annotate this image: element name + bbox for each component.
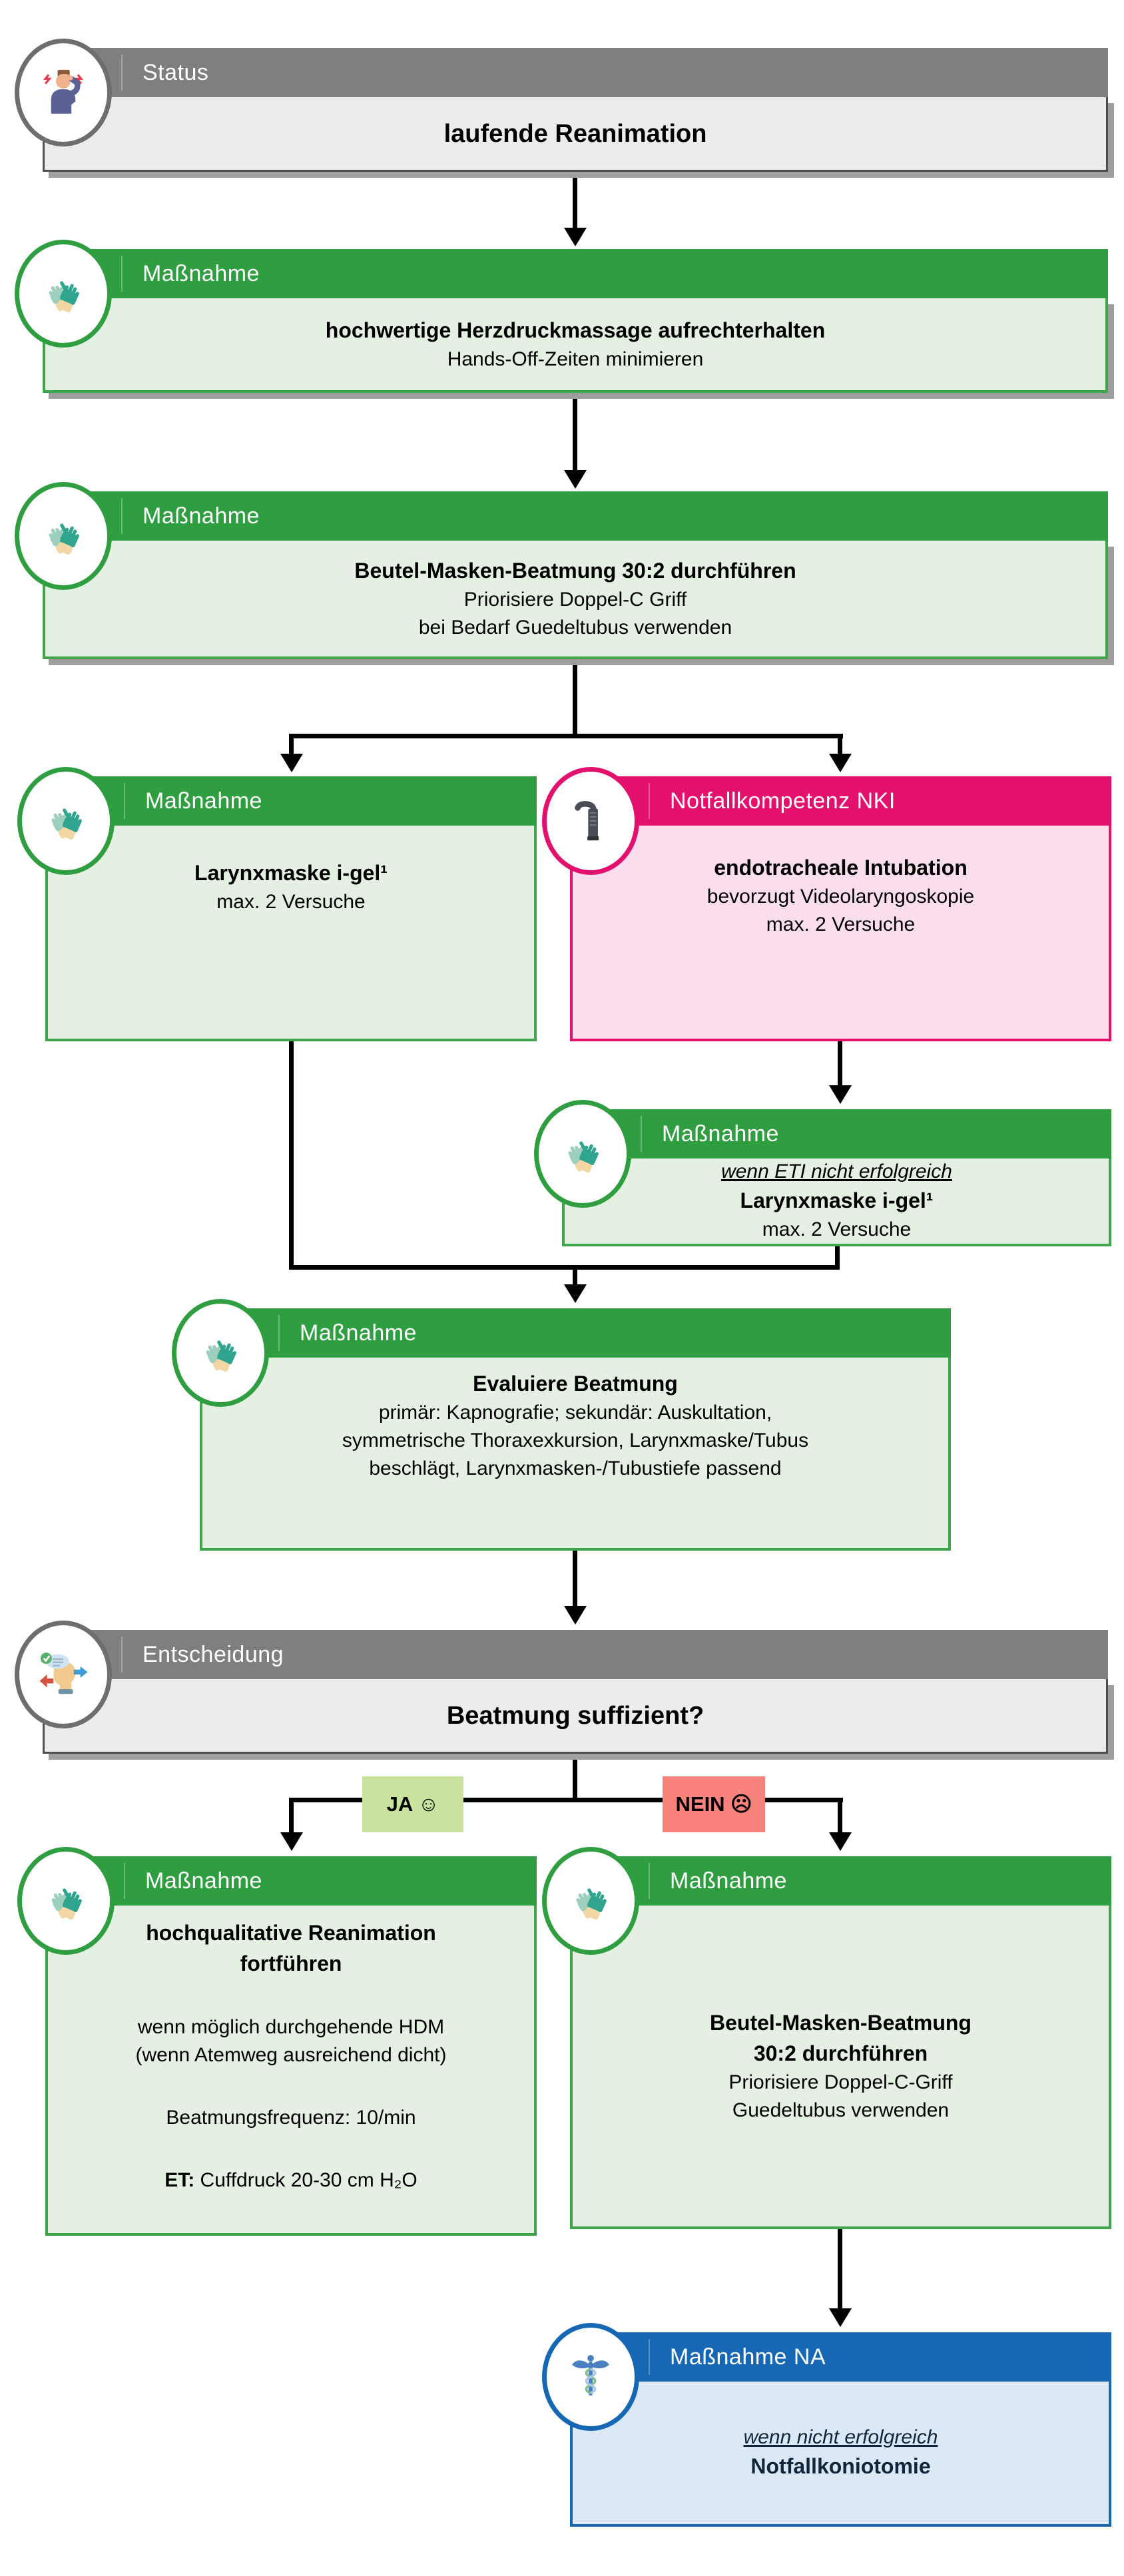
arrowhead — [564, 228, 587, 246]
node-body — [45, 826, 537, 1041]
node-header — [562, 1109, 1111, 1159]
arrowhead — [829, 754, 852, 772]
action-node-evaluate-ventilation — [200, 1308, 951, 1551]
node-header-label: Maßnahme — [662, 1121, 779, 1147]
text-line: beschlägt, Larynxmasken-/Tubustiefe passend — [369, 1457, 782, 1479]
text-line: Priorisiere Doppel-C Griff — [463, 589, 687, 611]
laryngoscope-icon — [542, 767, 639, 875]
arrowhead — [280, 754, 303, 772]
text-line: wenn ETI nicht erfolgreich — [721, 1160, 952, 1182]
text-line: Larynxmaske i-gel¹ — [194, 861, 388, 885]
branch-right-line — [838, 734, 842, 754]
text-line: 30:2 durchführen — [753, 2041, 928, 2065]
branch-left-line — [289, 734, 294, 754]
text-line: Hands-Off-Zeiten minimieren — [447, 348, 704, 370]
text-line: max. 2 Versuche — [762, 1218, 912, 1240]
node-header — [43, 48, 1108, 97]
action-node-bag-mask-repeat — [570, 1856, 1111, 2229]
arrow-eval-to-decision — [573, 1551, 577, 1606]
nki-node-intubation — [570, 776, 1111, 1041]
node-header-label: Maßnahme — [670, 1868, 787, 1894]
na-node-cricothyrotomy — [570, 2332, 1111, 2527]
node-header-label: Maßnahme — [142, 260, 260, 286]
node-body — [570, 2382, 1111, 2527]
text-line: Guedeltubus verwenden — [732, 2099, 950, 2121]
branch-bar — [289, 734, 843, 738]
action-node-laryngeal-mask — [45, 776, 537, 1041]
node-header — [45, 1856, 537, 1906]
text-line: wenn nicht erfolgreich — [743, 2426, 938, 2448]
node-header — [45, 776, 537, 826]
medical-gloves-icon — [17, 1847, 115, 1955]
node-header — [570, 2332, 1111, 2382]
text-line: fortführen — [240, 1951, 342, 1975]
action-node-bag-mask — [43, 491, 1108, 659]
status-node — [43, 48, 1108, 172]
node-body — [43, 97, 1108, 172]
node-body — [562, 1159, 1111, 1246]
medical-gloves-icon — [17, 767, 115, 875]
merge-bar — [289, 1265, 840, 1270]
node-body — [43, 298, 1108, 393]
text-line: wenn möglich durchgehende HDM — [137, 2016, 445, 2038]
text-line: Beutel-Masken-Beatmung — [710, 2011, 972, 2035]
decision-arrows-icon — [15, 1621, 112, 1728]
node-header-label: Entscheidung — [142, 1641, 284, 1667]
node-header — [570, 776, 1111, 826]
text-line: bei Bedarf Guedeltubus verwenden — [418, 617, 732, 639]
medical-gloves-icon — [534, 1100, 631, 1208]
medical-gloves-icon — [172, 1299, 269, 1407]
text-line: max. 2 Versuche — [216, 891, 366, 913]
node-header-label: Notfallkompetenz NKI — [670, 788, 896, 814]
medical-gloves-icon — [542, 1847, 639, 1955]
arrowhead — [564, 1284, 587, 1303]
text-line: hochqualitative Reanimation — [146, 1921, 436, 1945]
node-header — [43, 491, 1108, 541]
yes-badge: JA ☺ — [362, 1776, 463, 1832]
arrow-nki-to-eti — [838, 1041, 842, 1085]
arrowhead — [564, 1606, 587, 1625]
branch-stem — [573, 659, 577, 734]
node-header — [43, 1630, 1108, 1679]
no-badge: NEIN ☹ — [663, 1776, 765, 1832]
medical-gloves-icon — [15, 482, 112, 590]
decision-stem — [573, 1754, 577, 1802]
text-line: Evaluiere Beatmung — [473, 1372, 678, 1396]
text-line: bevorzugt Videolaryngoskopie — [706, 886, 975, 907]
node-body — [45, 1906, 537, 2236]
node-body — [200, 1358, 951, 1551]
node-header-label: Maßnahme — [142, 503, 260, 529]
decision-right-line — [838, 1798, 842, 1832]
decision-question: Beatmung suffizient? — [446, 1701, 704, 1730]
node-header — [570, 1856, 1111, 1906]
node-header — [43, 249, 1108, 298]
text-line: Notfallkoniotomie — [750, 2454, 931, 2478]
merge-stem — [573, 1268, 577, 1284]
node-header-label: Maßnahme — [300, 1320, 417, 1346]
action-node-compressions — [43, 249, 1108, 393]
text-line: ET: Cuffdruck 20-30 cm H₂O — [164, 2169, 418, 2191]
text-line: Beatmungsfrequenz: 10/min — [166, 2107, 416, 2129]
text-line: Larynxmaske i-gel¹ — [740, 1188, 934, 1212]
merge-left-line — [289, 1041, 294, 1270]
arrowhead — [829, 2308, 852, 2327]
text-line: (wenn Atemweg ausreichend dicht) — [135, 2044, 447, 2066]
text-line: endotracheale Intubation — [714, 856, 968, 880]
node-header-label: Maßnahme NA — [670, 2344, 826, 2370]
text-line: symmetrische Thoraxexkursion, Larynxmaske/Tubus — [342, 1429, 809, 1451]
decision-node — [43, 1630, 1108, 1754]
arrow-status-to-m1 — [573, 172, 577, 228]
node-body — [43, 1679, 1108, 1754]
text-line: primär: Kapnografie; sekundär: Auskultation, — [378, 1402, 772, 1423]
action-node-continue-cpr — [45, 1856, 537, 2236]
arrowhead — [829, 1832, 852, 1851]
text-line: max. 2 Versuche — [766, 913, 916, 935]
decision-left-line — [289, 1798, 294, 1832]
medical-gloves-icon — [15, 240, 112, 348]
node-body — [570, 826, 1111, 1041]
text-line: Beutel-Masken-Beatmung 30:2 durchführen — [354, 559, 796, 583]
node-header-label: Status — [142, 59, 209, 85]
node-header-label: Maßnahme — [145, 788, 262, 814]
person-headache-icon — [15, 39, 112, 146]
node-body — [43, 541, 1108, 659]
text-line: Priorisiere Doppel-C-Griff — [728, 2071, 953, 2093]
node-header-label: Maßnahme — [145, 1868, 262, 1894]
status-title: laufende Reanimation — [443, 119, 707, 148]
arrowhead — [829, 1085, 852, 1104]
arrowhead — [564, 470, 587, 489]
action-node-eti-fallback — [562, 1109, 1111, 1246]
node-body — [570, 1906, 1111, 2229]
caduceus-icon — [542, 2323, 639, 2431]
node-header — [200, 1308, 951, 1358]
text-line: hochwertige Herzdruckmassage aufrechterhalten — [325, 318, 826, 342]
arrowhead — [280, 1832, 303, 1851]
arrow-bmv-to-na — [838, 2229, 842, 2308]
arrow-m1-to-m2 — [573, 393, 577, 470]
